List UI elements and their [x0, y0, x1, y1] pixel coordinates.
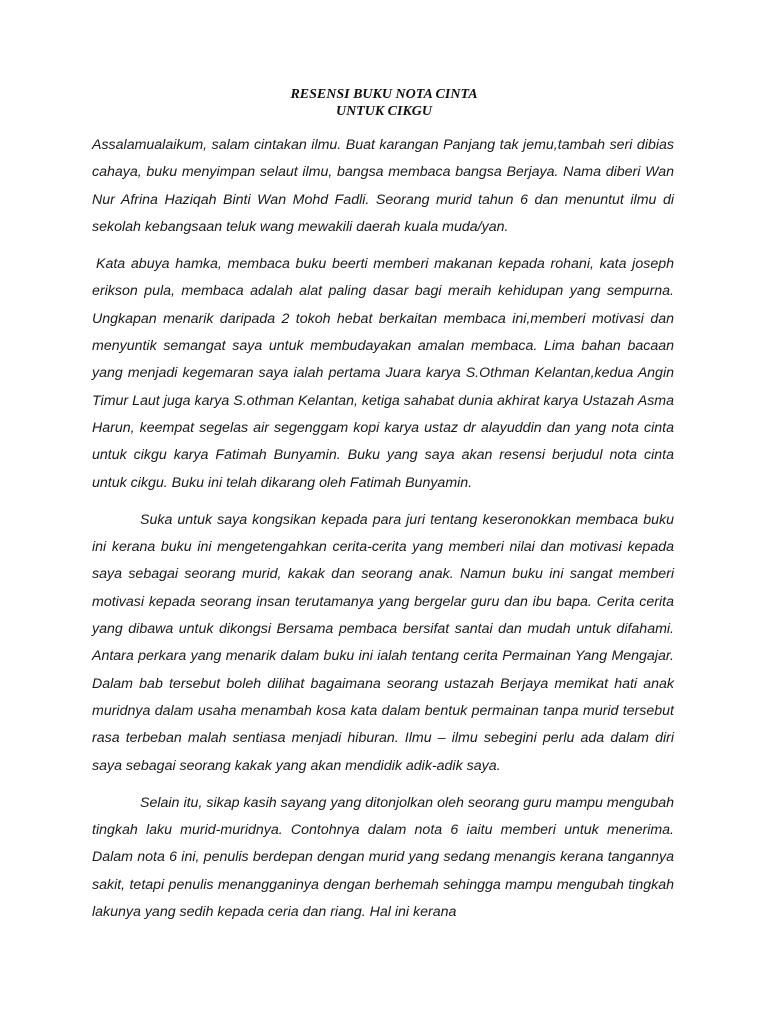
paragraph-teacher-affection: Selain itu, sikap kasih sayang yang ditonjolkan oleh seorang guru mampu mengubah tingkah laku murid-muridnya. Contohnya dalam nota 6 iaitu memberi untuk menerima. Dalam nota 6 ini, penulis berdepan dengan murid yang sedang menangis kerana tangannya sakit, tetapi penulis menangganinya dengan berhemah sehingga mampu mengubah tingkah lakunya yang sedih kepada ceria dan riang. Hal ini kerana	[92, 794, 674, 921]
paragraph-intro: Assalamualaikum, salam cintakan ilmu. Buat karangan Panjang tak jemu,tambah seri dibias cahaya, buku menyimpan selaut ilmu, bangsa membaca bangsa Berjaya. Nama diberi Wan Nur Afrina Haziqah Binti Wan Mohd Fadli. Seorang murid tahun 6 dan menuntut ilmu di sekolah kebangsaan teluk wang mewakili daerah kuala muda/yan.	[92, 137, 674, 235]
document-title-line-2: UNTUK CIKGU	[335, 104, 433, 119]
paragraph-reading-quotes: Kata abuya hamka, membaca buku beerti memberi makanan kepada rohani, kata joseph erikson pula, membaca adalah alat paling dasar bagi meraih kehidupan yang sempurna. Ungkapan menarik daripada 2 tokoh hebat berkaitan membaca ini,memberi motivasi dan menyuntik semangat saya untuk membudayakan amalan membaca. Lima bahan bacaan yang menjadi kegemaran saya ialah pertama Juara karya S.Othman Kelantan,kedua Angin Timur Laut juga karya S.othman Kelantan, ketiga sahabat dunia akhirat karya Ustazah Asma Harun, keempat segelas air segenggam kopi karya ustaz dr alayuddin dan yang nota cinta untuk cikgu karya Fatimah Bunyamin. Buku yang saya akan resensi berjudul nota cinta untuk cikgu. Buku ini telah dikarang oleh Fatimah Bunyamin.	[92, 256, 674, 491]
document-body	[92, 132, 674, 936]
paragraph-book-appeal: Suka untuk saya kongsikan kepada para juri tentang keseronokkan membaca buku ini kerana buku ini mengetengahkan cerita-cerita yang memberi nilai dan motivasi kepada saya sebagai seorang murid, kakak dan seorang anak. Namun buku ini sangat memberi motivasi kepada seorang insan terutamanya yang bergelar guru dan ibu bapa. Cerita cerita yang dibawa untuk dikongsi Bersama pembaca bersifat santai dan mudah untuk difahami. Antara perkara yang menarik dalam buku ini ialah tentang cerita Permainan Yang Mengajar. Dalam bab tersebut boleh dilihat bagaimana seorang ustazah Berjaya memikat hati anak muridnya dalam usaha menambah kosa kata dalam bentuk permainan tanpa murid tersebut rasa terbeban malah sentiasa menjadi hiburan. Ilmu – ilmu sebegini perlu ada dalam diri saya sebagai seorang kakak yang akan mendidik adik-adik saya.	[92, 511, 674, 774]
document-title-line-1: RESENSI BUKU NOTA CINTA	[290, 87, 478, 102]
